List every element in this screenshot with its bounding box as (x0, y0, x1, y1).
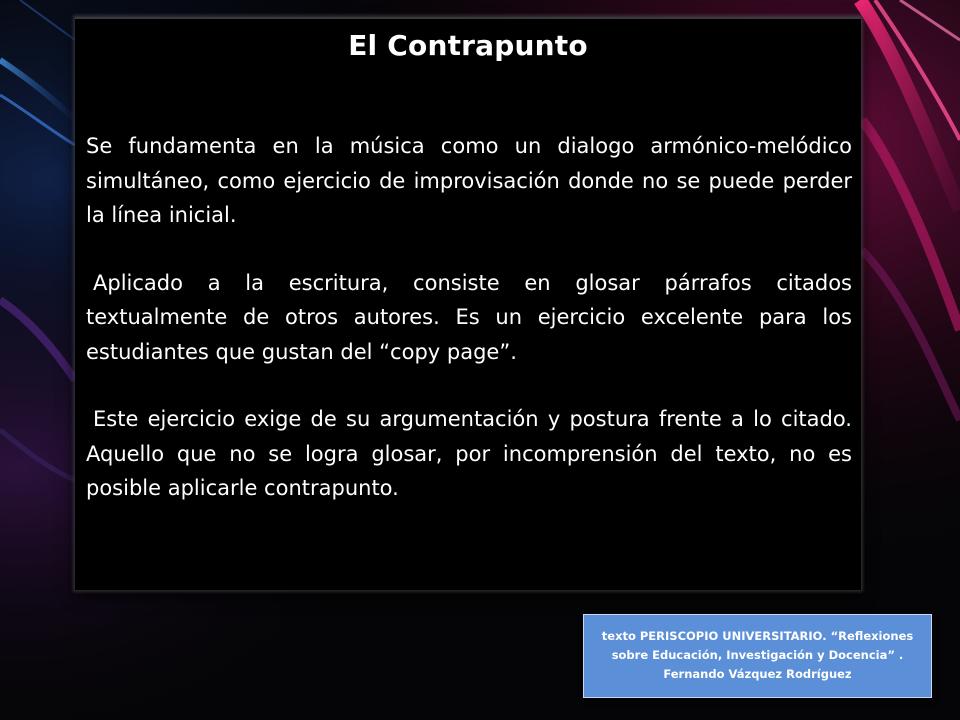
content-panel (75, 17, 861, 590)
slide-body (86, 129, 852, 539)
slide-title: El Contrapunto (348, 29, 588, 62)
paragraph-exercise-requirements: Este ejercicio exige de su argumentación y postura frente a lo citado. Aquello que no se logra glosar, por incomprensión del texto, no es posible aplicarle contrapunto. (86, 407, 852, 500)
source-credit-box: texto PERISCOPIO UNIVERSITARIO. “Reflexiones sobre Educación, Investigación y Docencia” . Fernando Vázquez Rodríguez (583, 614, 932, 698)
paragraph-contrapunto-definition: Se fundamenta en la música como un dialogo armónico-melódico simultáneo, como ejercicio de improvisación donde no se puede perder la línea inicial. (86, 134, 852, 227)
paragraph-writing-application: Aplicado a la escritura, consiste en glosar párrafos citados textualmente de otros autores. Es un ejercicio excelente para los estudiantes que gustan del “copy page”. (86, 270, 852, 364)
